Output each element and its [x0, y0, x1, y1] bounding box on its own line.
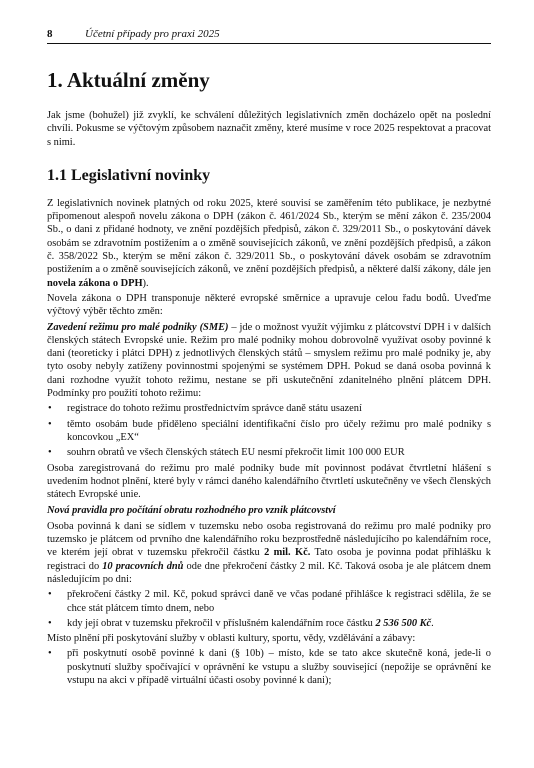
paragraph-legislative-novelties — [47, 197, 491, 290]
list-item: • kdy její obrat v tuzemsku překročil v příslušném kalendářním roce částku 2 536 500 Kč. — [48, 617, 434, 629]
list-item: • těmto osobám bude přiděleno speciální identifikační číslo pro účely režimu pro malé podniky s koncovkou „EX“ — [48, 418, 491, 443]
place-of-supply-list — [47, 647, 491, 687]
bullet-icon: • — [48, 648, 52, 660]
paragraph-text: ). — [142, 277, 149, 289]
bold-amount: 2 mil. Kč. — [264, 547, 311, 559]
section-title: 1.1 Legislativní novinky — [47, 166, 211, 184]
running-title: Účetní případy pro praxi 2025 — [85, 28, 220, 40]
paragraph-sme-regime — [47, 321, 491, 401]
bold-deadline: 10 pracovních dnů — [102, 560, 184, 572]
bullet-icon: • — [48, 589, 52, 601]
paragraph-registration: Osoba povinná k dani se sídlem v tuzemsku nebo osoba registrovaná do režimu pro malé podniky pro tuzemsko je plátcem od prvního dne kalendářního roku bezprostředně následujícího po kalendářním roce, ve kterém její obrat v tuzemsku překročil částku 2 mil. Kč. Tato osoba je povinna podat přihlášku k registraci do 10 pracovních dnů ode dne překročení částky 2 mil. Kč. Taková osoba je ale plátcem dnem následujícím po dni: — [47, 520, 492, 585]
bold-term: novela zákona o DPH — [47, 277, 143, 289]
chapter-title: 1. Aktuální změny — [47, 68, 210, 92]
list-item: • registrace do tohoto režimu prostřednictvím správce daně státu usazení — [48, 403, 362, 415]
paragraph-text: Z legislativních novinek platných od roku 2025, které souvisí se zaměřením této publikace, je nezbytné připomenout alespoň novelu zákona o DPH (zákon č. 461/2024 Sb., kterým se mění zákon č. 235/2004 Sb., o dani z přidané hodnoty, ve znění pozdějších předpisů, zákon č. 329/2011 Sb., o poskytování dávek osobám se zdravotním postižením a o změně souvisejících zákonů, ve znění pozdějších předpisů, a zákon č. 358/2022 Sb., kterým se mění zákon č. 329/2011 Sb., o poskytování dávek osobám se zdravotním postižením a o změně souvisejících zákonů, ve znění pozdějších předpisů, a některé další zákony, dále jen — [47, 197, 491, 276]
bullet-icon: • — [48, 447, 52, 459]
bullet-icon: • — [48, 617, 52, 629]
list-item: • při poskytnutí osobě povinné k dani (§ 10b) – místo, kde se tato akce skutečně koná, jede-li o poskytnutí služby spočívající v oprávnění ke vstupu a služby související (nepožije se oprávnění ke vstupu na akci v případě virtuální účasti osoby povinné k dani); — [48, 648, 491, 686]
paragraph-vat-amendment: Novela zákona o DPH transponuje některé evropské směrnice a upravuje celou řadu bodů. Uveďme výčtový výběr těchto změn: — [47, 292, 491, 318]
bold-amount: 2 536 500 Kč — [375, 617, 432, 629]
list-item: • souhrn obratů ve všech členských státech EU nesmí překročit limit 100 000 EUR — [48, 447, 405, 459]
chapter-intro: Jak jsme (bohužel) již zvyklí, ke schválení důležitých legislativních změn docházelo opět na poslední chvíli. Pokusme se výčtovým způsobem naznačit změny, které musíme v roce 2025 respektovat a pracovat s nimi. — [47, 110, 491, 148]
document-page — [47, 28, 491, 689]
subheading-turnover-rules: Nová pravidla pro počítání obratu rozhodného pro vznik plátcovství — [47, 505, 336, 517]
vat-payer-conditions-list — [47, 588, 491, 630]
paragraph-place-of-supply: Místo plnění při poskytování služby v oblasti kultury, sportu, vědy, vzdělávání a zábavy: — [47, 633, 416, 645]
paragraph-quarterly-report: Osoba zaregistrovaná do režimu pro malé podniky bude mít povinnost podávat čtvrtletní hlášení s uvedením hodnot plnění, které byly v rámci daného kalendářního čtvrtletí uskutečněny ve všech členských státech Evropské unie. — [47, 462, 491, 501]
paragraph-text: – jde o možnost využít výjimku z plátcovství DPH i v dalších členských státech Evropské unie. Režim pro malé podniky mohou dobrovolně využívat osoby povinné k dani (teoreticky i plátci DPH) z jednotlivých členských států – smyslem režimu pro malé podniky je, aby tyto osoby nebyly zatíženy povinnostmi spojenými se systémem DPH. Pokud se daná osoba povinná k dani rozhodne využít tohoto režimu, nestane se při uskutečnění zdanitelného plnění plátcem DPH. Podmínky pro použití tohoto režimu: — [47, 321, 492, 400]
list-item: • překročení částky 2 mil. Kč, pokud správci daně ve včas podané přihlášce k registraci sdělila, že se chce stát plátcem tímto dnem, nebo — [48, 589, 491, 614]
bullet-icon: • — [48, 418, 52, 430]
running-header — [47, 28, 491, 44]
inline-heading-sme: Zavedení režimu pro malé podniky (SME) — [47, 321, 229, 333]
bullet-icon: • — [48, 403, 52, 415]
sme-conditions-list — [47, 402, 491, 459]
page-number: 8 — [47, 28, 53, 40]
